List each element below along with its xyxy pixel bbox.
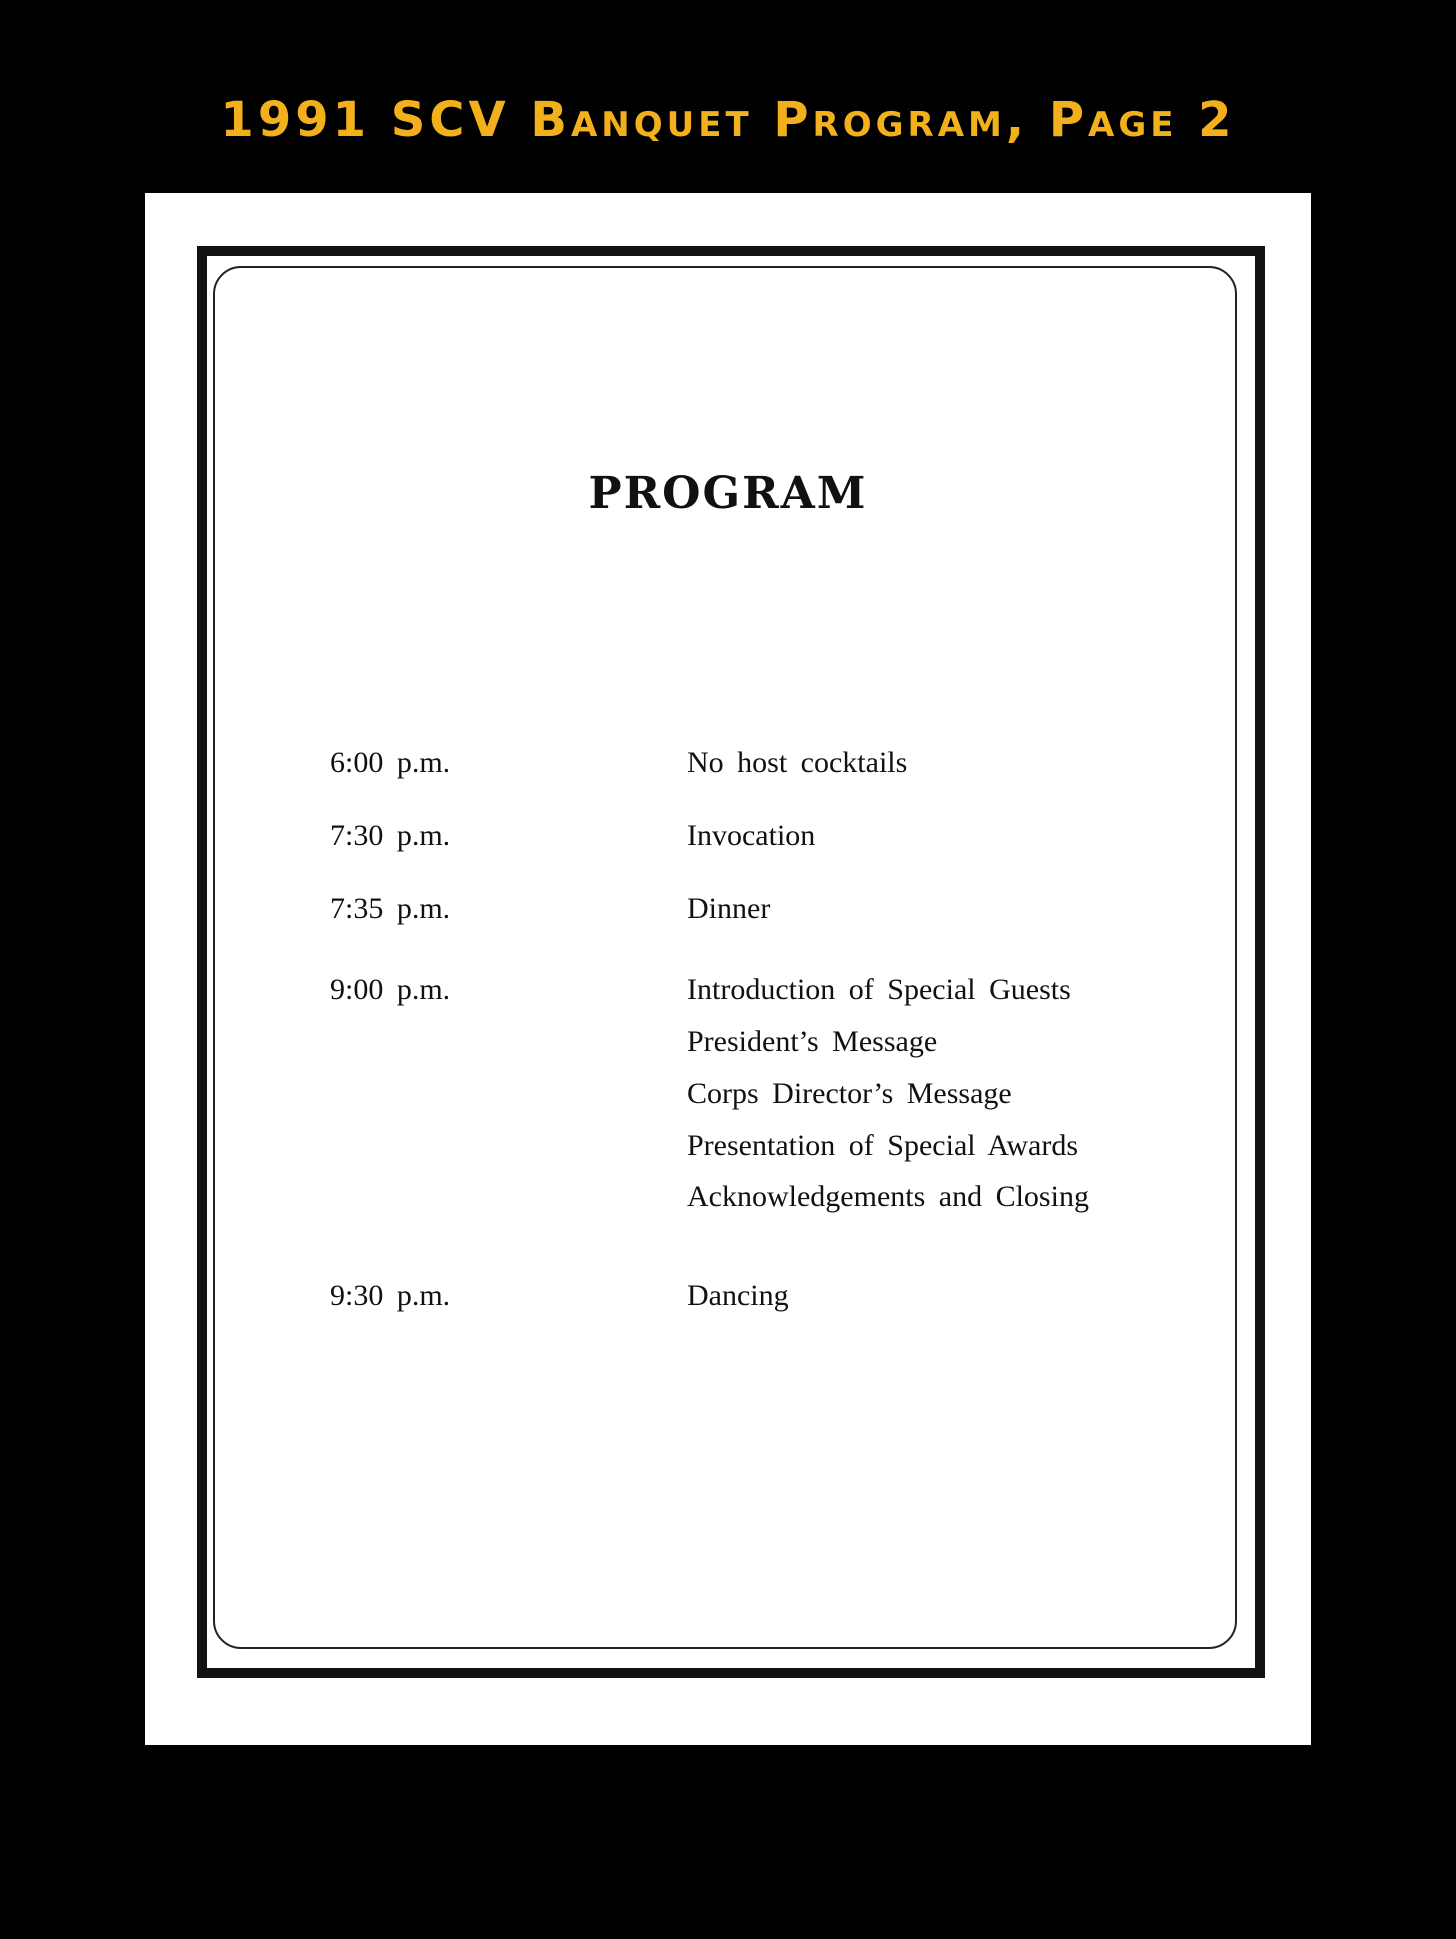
schedule-time: 9:30 p.m. (330, 1279, 451, 1312)
schedule-event: Acknowledgements and Closing (687, 1180, 1089, 1213)
schedule-event: President’s Message (687, 1025, 938, 1058)
schedule-time: 6:00 p.m. (330, 746, 451, 779)
schedule-event: Corps Director’s Message (687, 1077, 1012, 1110)
schedule-event: Dancing (687, 1279, 789, 1312)
schedule-event: Introduction of Special Guests (687, 973, 1071, 1006)
schedule-time: 7:35 p.m. (330, 892, 451, 925)
schedule-event: Presentation of Special Awards (687, 1129, 1078, 1162)
schedule-event: No host cocktails (687, 746, 908, 779)
program-heading: PROGRAM (588, 468, 868, 519)
program-page (145, 193, 1311, 1745)
schedule-event: Invocation (687, 819, 816, 852)
schedule-time: 9:00 p.m. (330, 973, 451, 1006)
schedule-event: Dinner (687, 892, 771, 925)
schedule-time: 7:30 p.m. (330, 819, 451, 852)
page-title: 1991 SCV Banquet Program, Page 2 (220, 92, 1236, 148)
